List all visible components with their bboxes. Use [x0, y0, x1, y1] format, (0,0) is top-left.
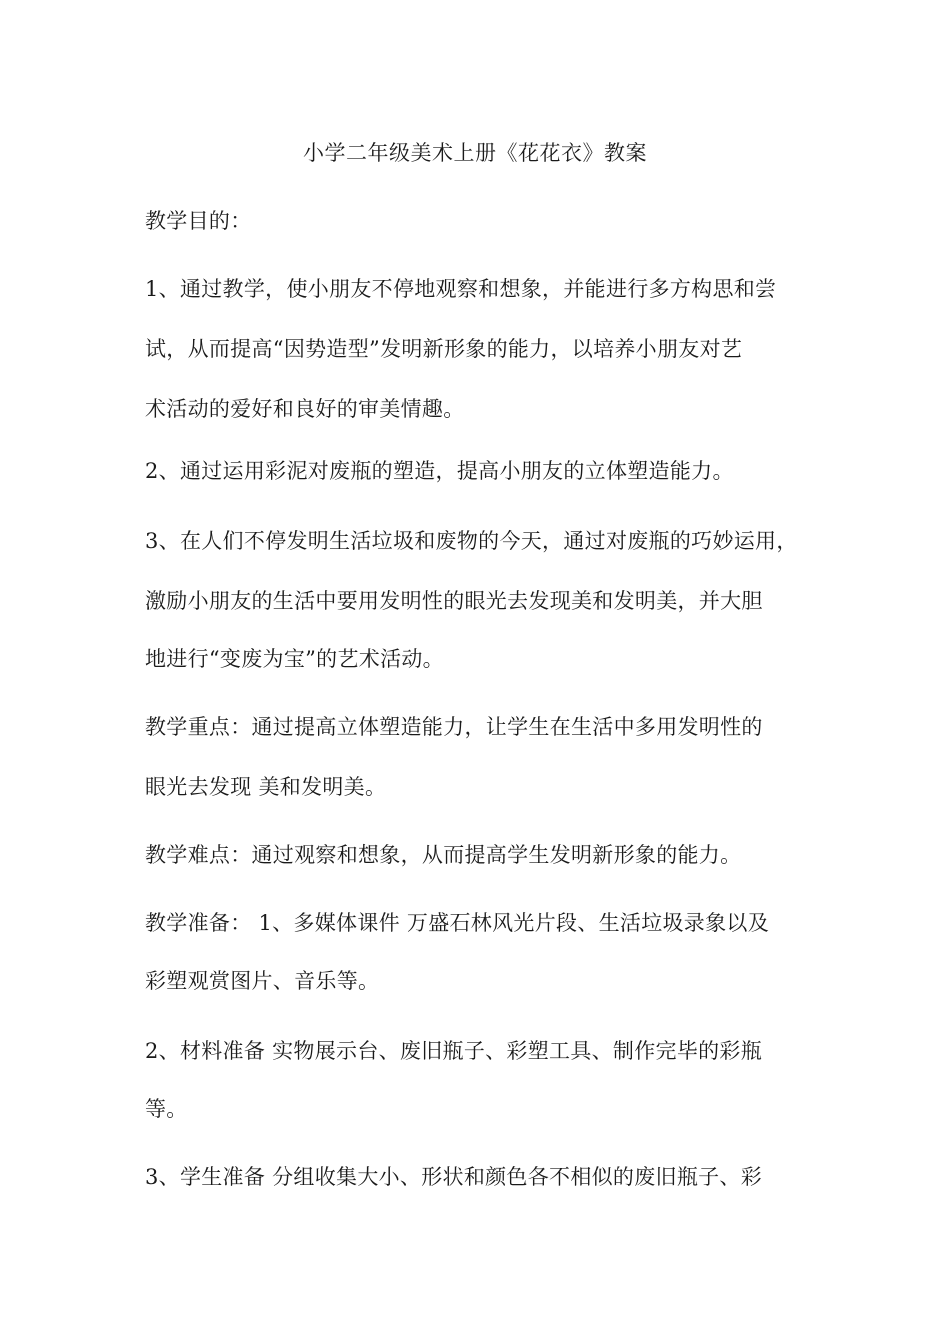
preparation-line: 2、材料准备 实物展示台、废旧瓶子、彩塑工具、制作完毕的彩瓶 [145, 1039, 763, 1063]
paragraph-line: 3、在人们不停发明生活垃圾和废物的今天，通过对废瓶的巧妙运用， [145, 529, 798, 553]
paragraph-line: 地进行“变废为宝”的艺术活动。 [145, 647, 444, 671]
paragraph-line: 激励小朋友的生活中要用发明性的眼光去发现美和发明美，并大胆 [145, 589, 763, 613]
paragraph-line: 试，从而提高“因势造型”发明新形象的能力，以培养小朋友对艺 [145, 337, 743, 361]
preparation-line: 3、学生准备 分组收集大小、形状和颜色各不相似的废旧瓶子、彩 [145, 1165, 763, 1189]
paragraph-line: 术活动的爱好和良好的审美情趣。 [145, 397, 465, 421]
key-points-line: 教学重点：通过提高立体塑造能力，让学生在生活中多用发明性的 [145, 715, 763, 739]
difficulty-line: 教学难点：通过观察和想象，从而提高学生发明新形象的能力。 [145, 843, 742, 867]
preparation-line: 彩塑观赏图片、音乐等。 [145, 969, 380, 993]
document-title: 小学二年级美术上册《花花衣》教案 [303, 141, 647, 165]
paragraph-line: 2、通过运用彩泥对废瓶的塑造，提高小朋友的立体塑造能力。 [145, 459, 734, 483]
preparation-line: 等。 [145, 1097, 188, 1121]
section-heading-objectives: 教学目的： [145, 209, 252, 233]
paragraph-line: 1、通过教学，使小朋友不停地观察和想象，并能进行多方构思和尝 [145, 277, 777, 301]
key-points-line: 眼光去发现 美和发明美。 [145, 775, 387, 799]
preparation-line: 教学准备： 1、多媒体课件 万盛石林风光片段、生活垃圾录象以及 [145, 911, 770, 935]
